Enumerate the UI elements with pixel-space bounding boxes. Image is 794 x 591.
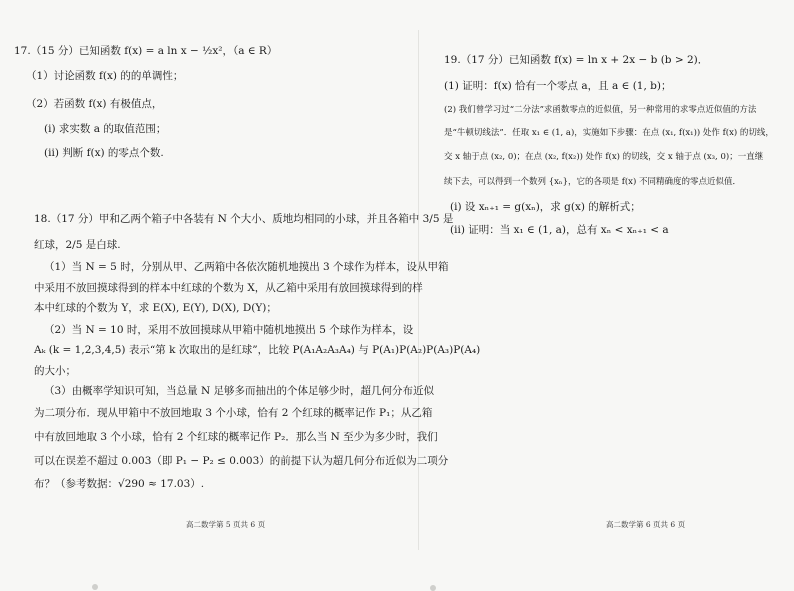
q19-part2-i: (i) 设 xₙ₊₁ = g(xₙ)，求 g(x) 的解析式； [450,201,641,213]
q18-part3-e: 布？（参考数据：√290 ≈ 17.03）. [34,478,205,490]
scan-speck [430,585,436,591]
q18-part3-d: 可以在误差不超过 0.003（即 P₁ − P₂ ≤ 0.003）的前提下认为超几何分布近似为二项分 [34,455,449,467]
scan-speck [92,584,98,590]
q18-part2-c: 的大小； [34,365,76,377]
q18-part3-b: 为二项分布．现从甲箱中不放回地取 3 个小球，恰有 2 个红球的概率记作 P₁；从乙箱 [34,407,433,419]
q17-part2: （2）若函数 f(x) 有极值点， [26,98,163,110]
q18-part3-c: 中有放回地取 3 个小球，恰有 2 个红球的概率记作 P₂．那么当 N 至少为多少时，我们 [34,431,438,443]
q17-part2-i: (i) 求实数 a 的取值范围； [44,123,167,135]
q18-part3-a: （3）由概率学知识可知，当总量 N 足够多而抽出的个体足够少时，超几何分布近似 [44,385,435,397]
q18-part2-a: （2）当 N = 10 时，采用不放回摸球从甲箱中随机地摸出 5 个球作为样本，设 [44,324,414,336]
right-page [420,0,794,590]
q19-part2-ii: (ii) 证明：当 x₁ ∈ (1, a)，总有 xₙ < xₙ₊₁ < a [450,224,669,236]
q17-part2-ii: (ii) 判断 f(x) 的零点个数. [44,147,164,159]
q19-title: 19.（17 分）已知函数 f(x) = ln x + 2x − b (b > 2)． [444,54,709,66]
q19-part2-b: 是“牛顿切线法”．任取 x₁ ∈ (1, a)，实施如下步骤：在点 (x₁, f(x₁)) 处作 f(x) 的切线， [444,128,774,138]
q19-part2-d: 续下去，可以得到一个数列 {xₙ}，它的各项是 f(x) 不同精确度的零点近似值． [444,177,741,187]
q17-part1: （1）讨论函数 f(x) 的的单调性； [26,70,184,82]
left-page-footer: 高二数学第 5 页共 6 页 [186,520,266,529]
right-page-footer: 高二数学第 6 页共 6 页 [606,520,686,529]
q18-title: 18.（17 分）甲和乙两个箱子中各装有 N 个大小、质地均相同的小球，并且各箱中 3/5 是 [34,213,454,225]
q18-part1-a: （1）当 N = 5 时，分别从甲、乙两箱中各依次随机地摸出 3 个球作为样本，设从甲箱 [44,261,449,273]
q19-part2-c: 交 x 轴于点 (x₂, 0)；在点 (x₂, f(x₂)) 处作 f(x) 的切线，交 x 轴于点 (x₃, 0)；一直继 [444,152,764,162]
q17-title: 17.（15 分）已知函数 f(x) = a ln x − ½x²，（a ∈ R） [14,45,278,57]
q18-part1-b: 中采用不放回摸球得到的样本中红球的个数为 X，从乙箱中采用有放回摸球得到的样 [34,282,423,294]
q18-part1-c: 本中红球的个数为 Y，求 E(X), E(Y), D(X), D(Y)； [34,302,277,314]
q18-part2-b: Aₖ (k = 1,2,3,4,5) 表示“第 k 次取出的是红球”，比较 P(A₁A₂A₃A₄) 与 P(A₁)P(A₂)P(A₃)P(A₄) [34,344,481,356]
q19-part1: (1) 证明：f(x) 恰有一个零点 a，且 a ∈ (1, b)； [444,80,672,92]
q19-part2-a: (2) 我们曾学习过“二分法”求函数零点的近似值，另一种常用的求零点近似值的方法 [444,105,757,115]
q18-title-cont: 红球，2/5 是白球. [34,239,121,251]
